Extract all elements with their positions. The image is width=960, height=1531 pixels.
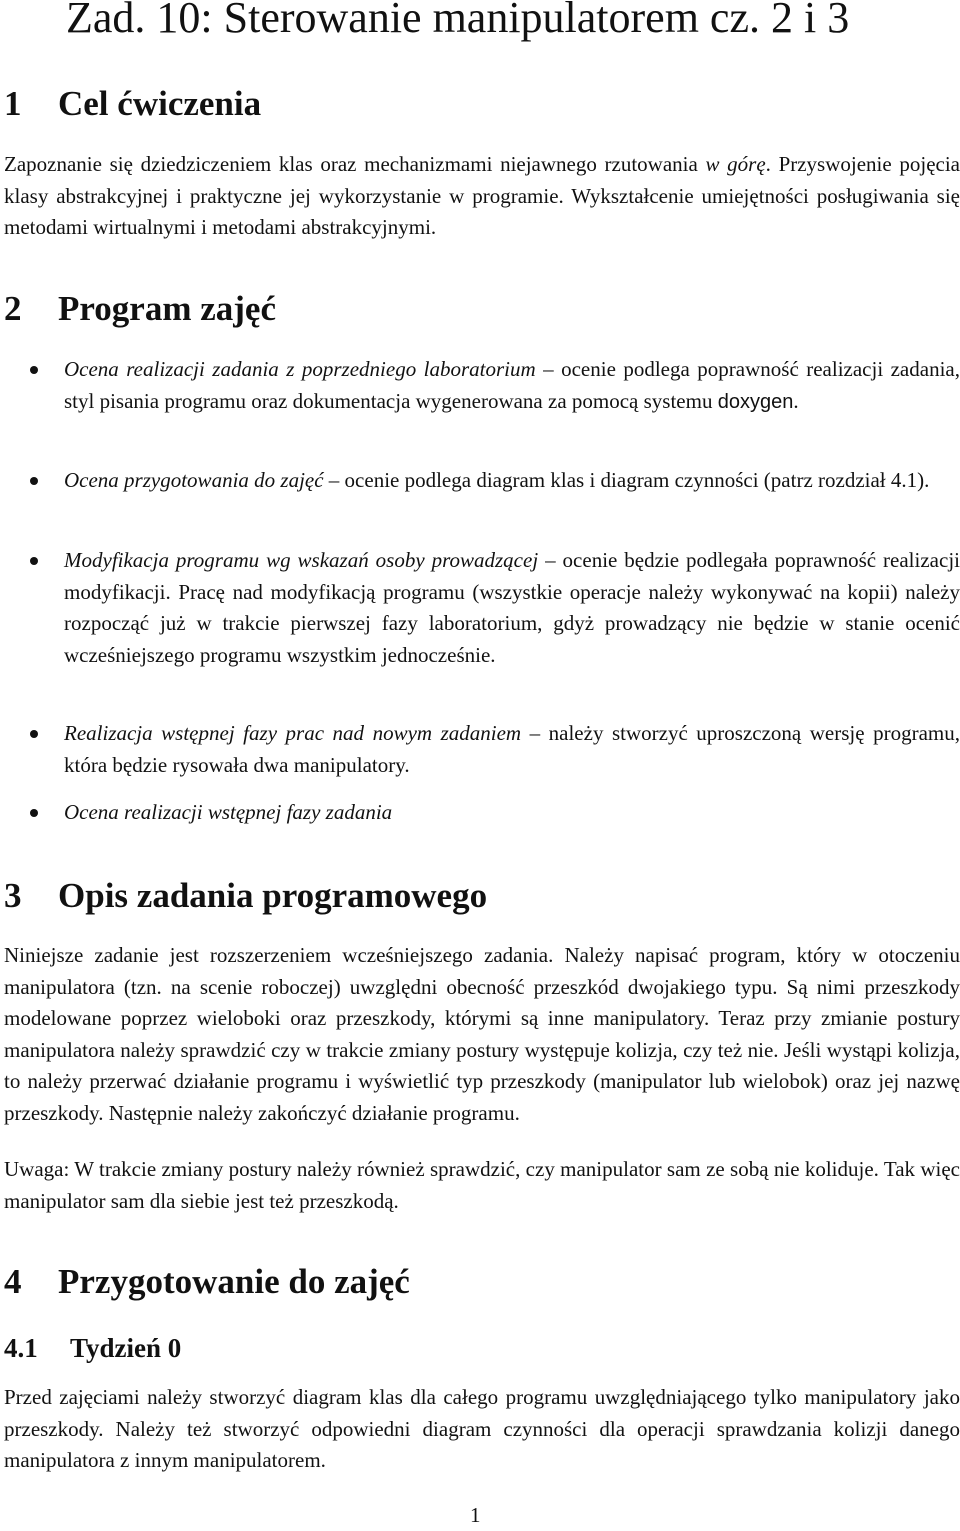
bullet-icon <box>30 477 38 485</box>
section-1-text-b: . Przyswojenie pojęcia klasy abstrakcyjnej i praktyczne jej wykorzystanie w programie. Wykształcenie umiejętności posługiwania się metodami wirtualnymi i metodami abstrakcyjnymi. <box>4 152 960 240</box>
list-item-text <box>64 465 960 497</box>
list-item-body: – ocenie będzie podlegała poprawność realizacji modyfikacji. Pracę nad modyfikacją programu (wszystkie operacje należy wykonywać na kopii) należy rozpocząć już w trakcie pierwszej fazy laboratorium, gdyż prowadzący nie będzie w stanie ocenić wcześniejszego programu wszystkim jednocześnie. <box>64 548 960 667</box>
list-item-text <box>64 797 960 829</box>
list-item-text <box>64 354 960 418</box>
doxygen-term: doxygen <box>717 390 794 413</box>
section-2-number: 2 <box>4 289 22 328</box>
bullet-icon <box>30 730 38 738</box>
bullet-icon <box>30 809 38 817</box>
list-item-tail: . <box>793 388 799 413</box>
list-item-emphasis: Realizacja wstępnej fazy prac nad nowym zadaniem <box>64 721 522 745</box>
list-item-text <box>64 545 960 671</box>
section-3-number: 3 <box>4 876 22 915</box>
subsection-4-1-heading <box>4 1330 181 1366</box>
page-number: 1 <box>470 1503 481 1527</box>
list-item-emphasis: Modyfikacja programu wg wskazań osoby prowadzącej <box>64 548 539 572</box>
section-3-note: Uwaga: W trakcie zmiany postury należy również sprawdzić, czy manipulator sam ze sobą nie koliduje. Tak więc manipulator sam dla siebie jest też przeszkodą. <box>4 1157 960 1213</box>
section-2-title: Program zajęć <box>58 289 276 328</box>
subsection-4-1-title: Tydzień 0 <box>70 1333 182 1363</box>
list-item-text <box>64 718 960 781</box>
list-item-body: – należy stworzyć uproszczoną wersję programu, która będzie rysowała dwa manipulatory. <box>64 721 960 777</box>
section-1-title: Cel ćwiczenia <box>58 84 262 123</box>
section-4-title: Przygotowanie do zajęć <box>58 1262 410 1301</box>
section-1-emphasis: w górę <box>705 152 766 176</box>
list-item-emphasis: Ocena realizacji zadania z poprzedniego laboratorium <box>64 357 536 381</box>
section-2-heading <box>4 287 276 331</box>
section-3-title: Opis zadania programowego <box>58 876 488 915</box>
subsection-4-1-number: 4.1 <box>4 1333 38 1363</box>
list-item-emphasis: Ocena realizacji wstępnej fazy zadania <box>64 800 393 824</box>
list-item-body: – ocenie podlega diagram klas i diagram czynności (patrz rozdział 4.1). <box>323 468 930 492</box>
bullet-icon <box>30 366 38 374</box>
section-1-number: 1 <box>4 84 22 123</box>
document-title: Zad. 10: Sterowanie manipulatorem cz. 2 i 3 <box>66 0 850 42</box>
section-1-paragraph <box>4 149 960 244</box>
list-item-emphasis: Ocena przygotowania do zajęć <box>64 468 324 492</box>
bullet-icon <box>30 557 38 565</box>
list-item-body: – ocenie podlega poprawność realizacji zadania, styl pisania programu oraz dokumentacja wygenerowana za pomocą systemu <box>64 357 960 413</box>
section-3-paragraph: Niniejsze zadanie jest rozszerzeniem wcześniejszego zadania. Należy napisać program, który w otoczeniu manipulatora (tzn. na scenie roboczej) uwzględni obecność przeszkód dwojakiego typu. Są nimi przeszkody modelowane poprzez wieloboki oraz przeszkody, którymi są inne manipulatory. Teraz przy zmianie postury manipulatora należy sprawdzić czy w trakcie zmiany postury występuje kolizja, czy też nie. Jeśli wystąpi kolizja, to należy przerwać działanie programu i wyświetlić typ przeszkody (manipulator lub wielobok) oraz jej nazwę przeszkody. Następnie należy zakończyć działanie programu. <box>4 943 960 1125</box>
section-4-heading <box>4 1260 410 1304</box>
section-1-text-a: Zapoznanie się dziedziczeniem klas oraz mechanizmami niejawnego rzutowania <box>4 152 706 176</box>
section-4-number: 4 <box>4 1262 22 1301</box>
section-3-heading <box>4 874 487 918</box>
section-1-heading <box>4 82 261 126</box>
subsection-4-1-paragraph: Przed zajęciami należy stworzyć diagram klas dla całego programu uwzględniającego tylko manipulatory jako przeszkody. Należy też stworzyć odpowiedni diagram czynności dla operacji sprawdzania kolizji danego manipulatora z innym manipulatorem. <box>4 1385 960 1473</box>
